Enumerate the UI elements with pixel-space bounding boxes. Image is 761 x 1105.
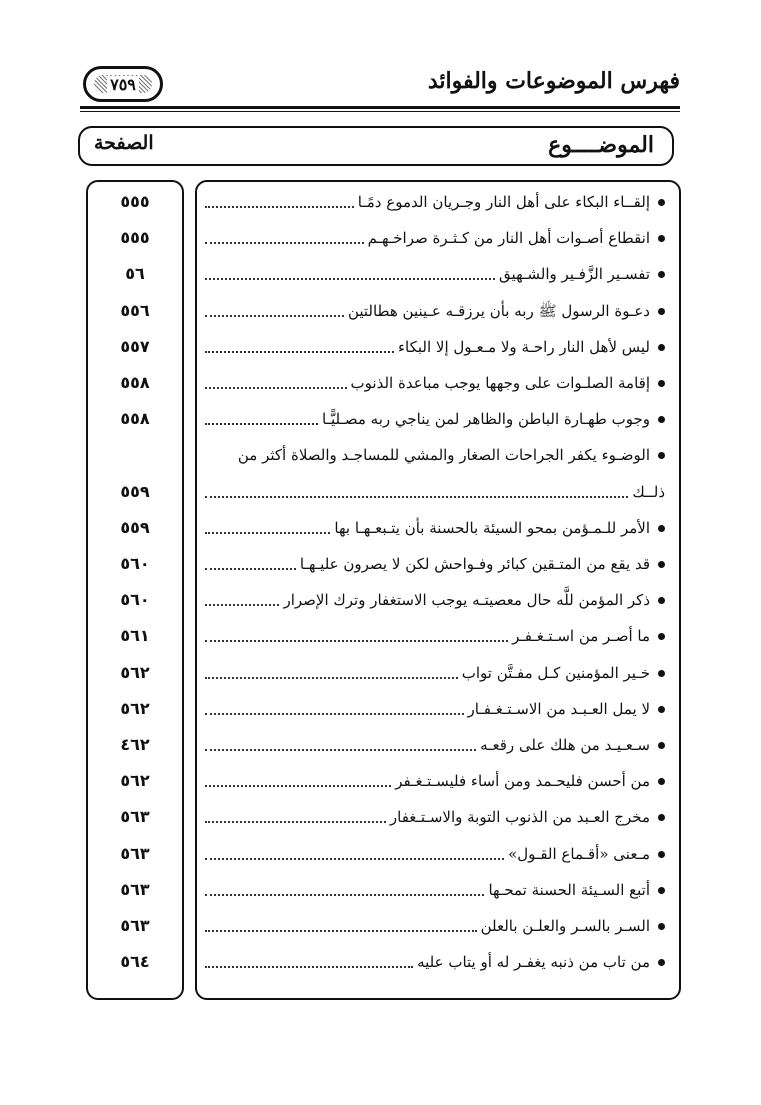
dot-leader (205, 858, 504, 860)
bullet-icon (658, 959, 665, 966)
index-entry (205, 440, 665, 470)
entry-text: وجوب طهـارة الباطن والظاهر لمن يناجي ربه مصـليًّـا (322, 410, 650, 428)
dot-leader (205, 785, 391, 787)
bullet-icon (658, 525, 665, 532)
entry-page-number: ٥٥٨ (120, 373, 150, 392)
entry-page-number: ٥٦٠ (120, 590, 150, 609)
dot-leader (205, 677, 458, 679)
index-entry (205, 187, 665, 217)
entry-text: ليس لأهل النار راحـة ولا مـعـول إلا البكاء (397, 338, 650, 356)
dot-leader (205, 713, 464, 715)
header-rule (80, 106, 680, 109)
bullet-icon (658, 199, 665, 206)
entry-page-number: ٥٦٢ (120, 663, 150, 682)
entry-page-number: ٥٦٣ (120, 880, 150, 899)
entry-text: دعـوة الرسول ﷺ ربه بأن يرزقـه عـينين هطالتين (347, 302, 650, 320)
index-entry (205, 332, 665, 362)
bullet-icon (658, 706, 665, 713)
index-entry (205, 404, 665, 434)
dot-leader (205, 821, 386, 823)
entry-text: السـر بالسـر والعلـن بالعلن (480, 917, 650, 935)
bullet-icon (658, 452, 665, 459)
index-entry (205, 368, 665, 398)
dot-leader (205, 206, 354, 208)
index-entry (205, 875, 665, 905)
dot-leader (205, 930, 477, 932)
bullet-icon (658, 851, 665, 858)
page-header (80, 60, 680, 112)
entry-page-number: ٥٥٥ (120, 228, 150, 247)
entry-page-number: ٤٦٢ (120, 735, 150, 754)
dot-leader (205, 351, 394, 353)
entry-text: ذكر المؤمن للَّه حال معصيتـه يوجب الاستغفار وترك الإصرار (283, 591, 650, 609)
bullet-icon (658, 308, 665, 315)
dot-leader (205, 496, 628, 498)
index-entry (205, 549, 665, 579)
page-column-heading: الصفحة (94, 132, 154, 154)
bullet-icon (658, 923, 665, 930)
entry-page-number: ٥٥٧ (120, 337, 150, 356)
entry-text: ذلــك (632, 483, 665, 501)
bullet-icon (658, 814, 665, 821)
entry-page-number: ٥٦٠ (120, 554, 150, 573)
dot-leader (205, 242, 364, 244)
index-entry (205, 839, 665, 869)
index-entry (205, 947, 665, 977)
index-entry (205, 259, 665, 289)
running-title: فهرس الموضوعات والفوائد (427, 68, 680, 94)
entry-page-number: ٥٥٥ (120, 192, 150, 211)
entry-page-number: ٥٦٢ (120, 699, 150, 718)
entry-text: قد يقع من المتـقين كبائر وفـواحش لكن لا يصرون عليـهـا (299, 555, 650, 573)
index-entry (205, 621, 665, 651)
entry-page-number: ٥٥٩ (120, 482, 150, 501)
index-entry (205, 223, 665, 253)
entry-text: سـعـيـد من هلك على رقعـه (480, 736, 650, 754)
bullet-icon (658, 742, 665, 749)
entry-text: أتبع السـيئة الحسنة تمحـها (488, 881, 650, 899)
entry-text: الوضـوء يكفر الجراحات الصغار والمشي للمساجـد والصلاة أكثر من (237, 446, 650, 464)
index-entry (205, 766, 665, 796)
index-entry (205, 296, 665, 326)
entry-text: ما أصـر من اسـتـغـفـر (512, 627, 650, 645)
entry-text: إقامة الصلـوات على وجهها يوجب مباعدة الذنوب (350, 374, 650, 392)
dot-leader (205, 568, 296, 570)
header-rule-thin (80, 111, 680, 112)
dot-leader (205, 278, 495, 280)
entry-text: من تاب من ذنبه يغفـر له أو يتاب عليه (417, 953, 650, 971)
topic-column-heading: الموضــــوع (548, 132, 654, 158)
bullet-icon (658, 597, 665, 604)
index-entry-continuation (205, 477, 665, 507)
index-entry (205, 658, 665, 688)
entry-text: الأمر للـمـؤمن بمحو السيئة بالحسنة بأن يتـبعـهـا بها (334, 519, 650, 537)
entry-page-number: ٥٦٢ (120, 771, 150, 790)
page-number-badge-frame (94, 75, 152, 93)
index-entry (205, 911, 665, 941)
dot-leader (205, 387, 347, 389)
column-header-box (78, 126, 674, 166)
entry-text: من أحسن فليحـمد ومن أساء فليسـتـغـفر (395, 772, 650, 790)
bullet-icon (658, 416, 665, 423)
bullet-icon (658, 670, 665, 677)
index-entry (205, 585, 665, 615)
entry-page-number: ٥٥٩ (120, 518, 150, 537)
entry-page-number: ٥٦٤ (120, 952, 150, 971)
dot-leader (205, 749, 476, 751)
entry-text: مخرج العـبد من الذنوب التوبة والاسـتـغفار (389, 808, 650, 826)
dot-leader (205, 894, 484, 896)
entry-page-number: ٥٦ (125, 264, 145, 283)
bullet-icon (658, 633, 665, 640)
page-number: ٧٥٩ (107, 76, 139, 93)
index-entry (205, 802, 665, 832)
index-entry (205, 513, 665, 543)
bullet-icon (658, 887, 665, 894)
index-entry (205, 694, 665, 724)
dot-leader (205, 604, 279, 606)
entry-text: مـعنى «أقـماع القـول» (508, 845, 650, 863)
entry-text: تفسـير الزَّفـير والشـهيق (499, 265, 650, 283)
bullet-icon (658, 271, 665, 278)
dot-leader (205, 532, 330, 534)
index-entry (205, 730, 665, 760)
bullet-icon (658, 778, 665, 785)
entry-text: إلقــاء البكاء على أهل النار وجـريان الدموع دمًـا (357, 193, 650, 211)
bullet-icon (658, 344, 665, 351)
entry-page-number: ٥٦٣ (120, 807, 150, 826)
entry-page-number: ٥٥٦ (120, 301, 150, 320)
bullet-icon (658, 235, 665, 242)
entry-page-number: ٥٦٣ (120, 916, 150, 935)
entry-text: لا يمل العـبـد من الاسـتـغـفـار (467, 700, 650, 718)
entry-page-number: ٥٦٣ (120, 844, 150, 863)
dot-leader (205, 966, 413, 968)
bullet-icon (658, 380, 665, 387)
page-number-badge (83, 66, 163, 102)
entry-page-number: ٥٥٨ (120, 409, 150, 428)
entry-text: خـير المؤمنين كـل مفـتَّن تواب (461, 664, 650, 682)
entry-page-number: ٥٦١ (120, 626, 150, 645)
dot-leader (205, 315, 344, 317)
dot-leader (205, 640, 508, 642)
bullet-icon (658, 561, 665, 568)
dot-leader (205, 423, 318, 425)
entry-text: انقطاع أصـوات أهل النار من كـثـرة صراخـهـم (367, 229, 650, 247)
